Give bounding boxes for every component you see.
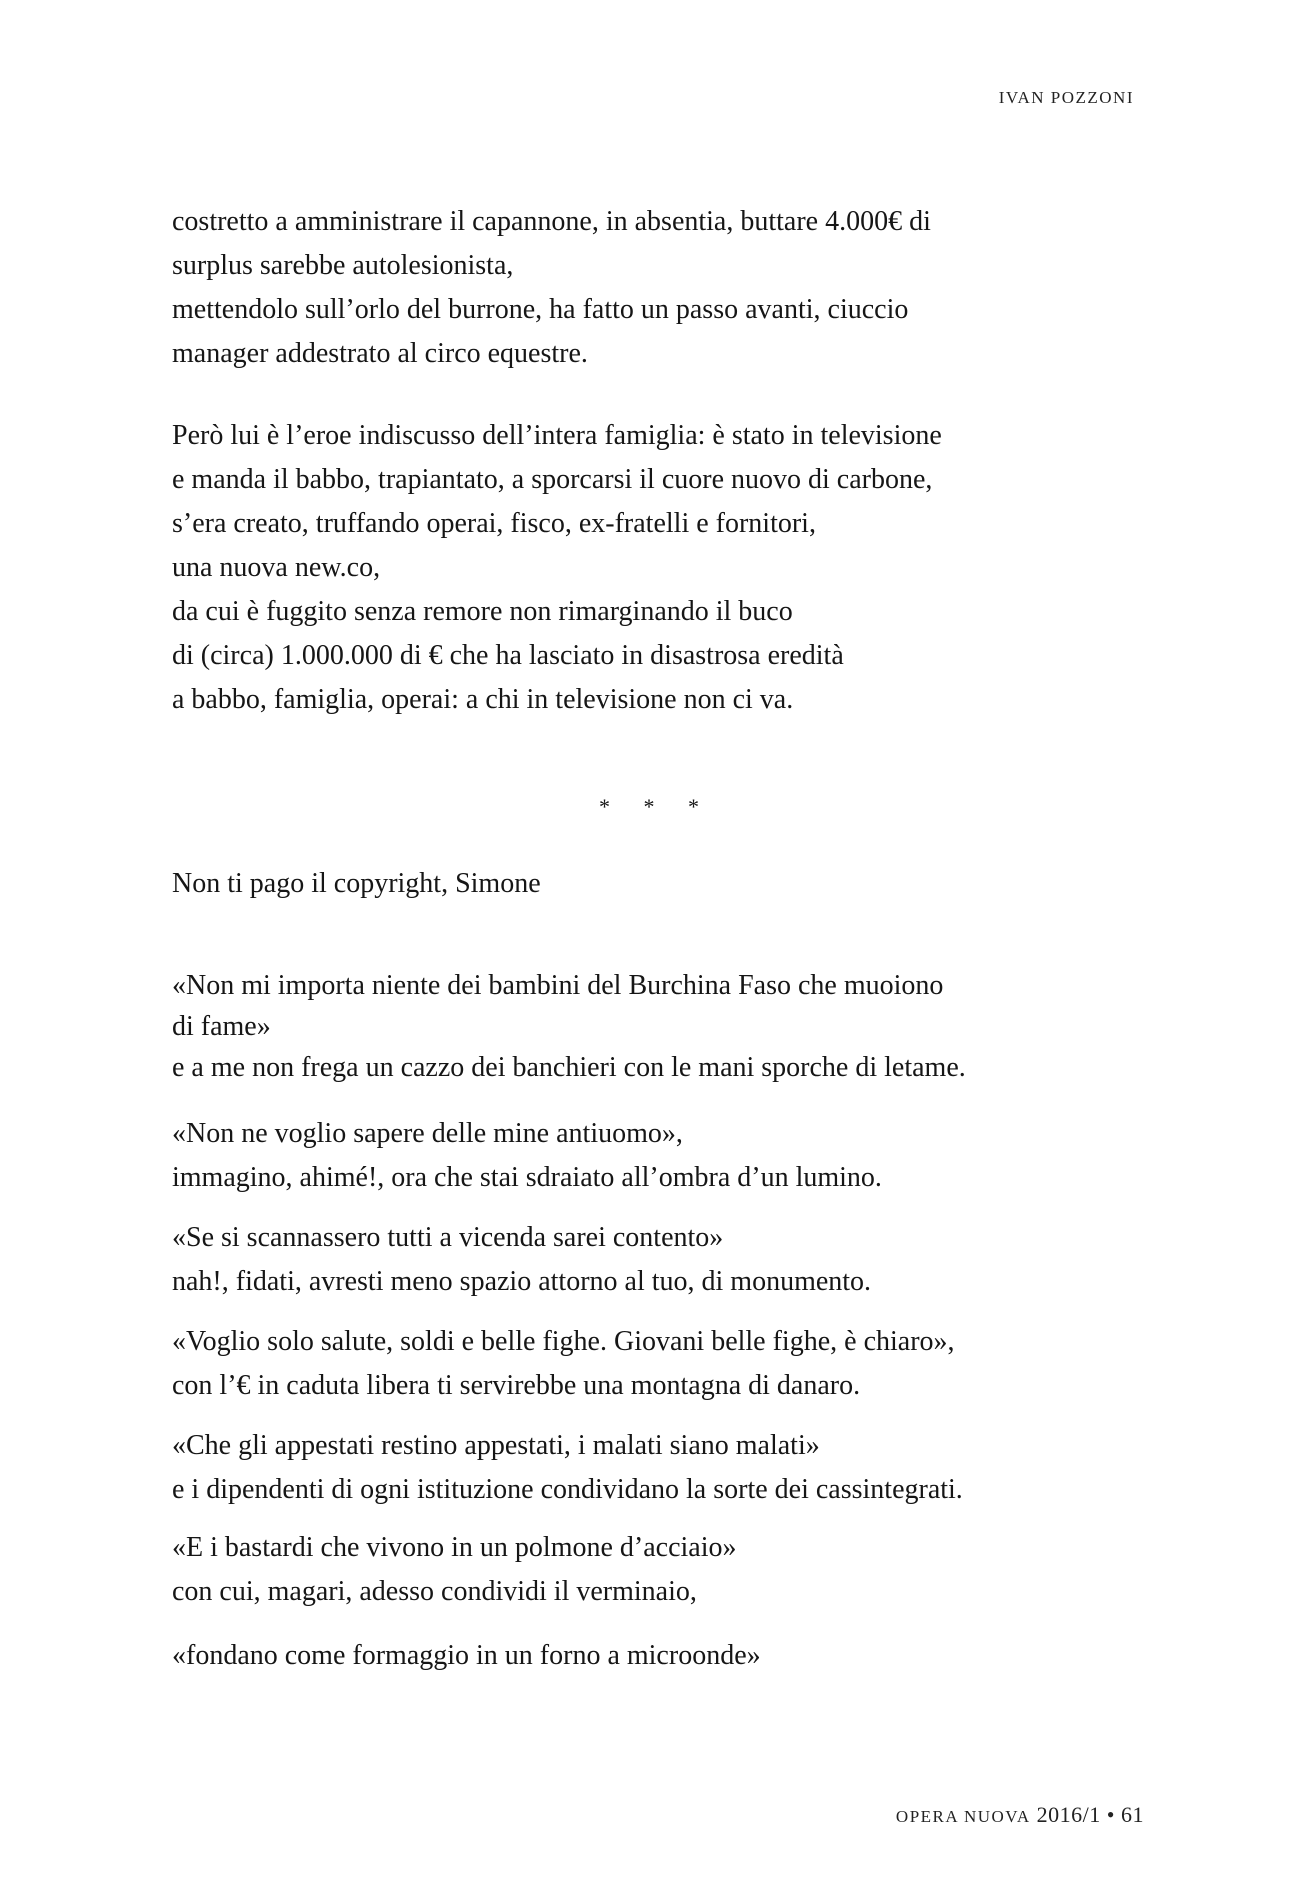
second-stanza: [172, 414, 1152, 722]
verse-line: e a me non frega un cazzo dei banchieri con le mani sporche di letame.: [172, 1052, 966, 1083]
verse-line: Però lui è l’eroe indiscusso dell’intera famiglia: è stato in televisione: [172, 420, 942, 451]
journal-issue: 2016/1: [1036, 1802, 1101, 1827]
verse-line: costretto a amministrare il capannone, in absentia, buttare 4.000€ di: [172, 206, 931, 237]
page-footer: [896, 1802, 1144, 1828]
verse-line: una nuova new.co,: [172, 552, 381, 583]
poem-stanza: [172, 1424, 1172, 1512]
verse-line: immagino, ahimé!, ora che stai sdraiato all’ombra d’un lumino.: [172, 1162, 882, 1193]
verse-line: di (circa) 1.000.000 di € che ha lasciato in disastrosa eredità: [172, 640, 844, 671]
verse-line: surplus sarebbe autolesionista,: [172, 250, 514, 281]
continuation-stanza: [172, 200, 1152, 376]
poem-title: Non ti pago il copyright, Simone: [172, 868, 541, 899]
verse-line: a babbo, famiglia, operai: a chi in televisione non ci va.: [172, 684, 794, 715]
verse-line: «Voglio solo salute, soldi e belle fighe. Giovani belle fighe, è chiaro»,: [172, 1326, 955, 1357]
verse-line: s’era creato, truffando operai, fisco, ex-fratelli e fornitori,: [172, 508, 816, 539]
section-divider: * * *: [599, 794, 713, 819]
poem-stanza: [172, 1320, 1172, 1408]
poem-stanza: [172, 1634, 1172, 1678]
verse-line: di fame»: [172, 1011, 271, 1042]
poem-stanza: [172, 1112, 1172, 1200]
poem-stanza: [172, 964, 1172, 1090]
verse-line: con l’€ in caduta libera ti servirebbe una montagna di danaro.: [172, 1370, 861, 1401]
verse-line: e manda il babbo, trapiantato, a sporcarsi il cuore nuovo di carbone,: [172, 464, 933, 495]
page-number: 61: [1121, 1802, 1144, 1827]
verse-line: «Non ne voglio sapere delle mine antiuomo»,: [172, 1118, 683, 1149]
verse-line: manager addestrato al circo equestre.: [172, 338, 588, 369]
verse-line: «Non mi importa niente dei bambini del Burchina Faso che muoiono: [172, 970, 944, 1001]
poem-stanza: [172, 1526, 1172, 1614]
journal-name: OPERA NUOVA: [895, 1807, 1031, 1826]
verse-line: e i dipendenti di ogni istituzione condividano la sorte dei cassintegrati.: [172, 1474, 963, 1505]
verse-line: «Che gli appestati restino appestati, i malati siano malati»: [172, 1430, 820, 1461]
footer-separator: •: [1106, 1802, 1115, 1827]
verse-line: «Se si scannassero tutti a vicenda sarei contento»: [172, 1222, 724, 1253]
verse-line: «fondano come formaggio in un forno a microonde»: [172, 1640, 761, 1671]
poem-stanza: [172, 1216, 1172, 1304]
running-head-author: IVAN POZZONI: [998, 88, 1134, 107]
verse-line: mettendolo sull’orlo del burrone, ha fatto un passo avanti, ciuccio: [172, 294, 909, 325]
verse-line: nah!, fidati, avresti meno spazio attorno al tuo, di monumento.: [172, 1266, 872, 1297]
verse-line: «E i bastardi che vivono in un polmone d’acciaio»: [172, 1532, 737, 1563]
verse-line: da cui è fuggito senza remore non rimarginando il buco: [172, 596, 793, 627]
verse-line: con cui, magari, adesso condividi il verminaio,: [172, 1576, 697, 1607]
